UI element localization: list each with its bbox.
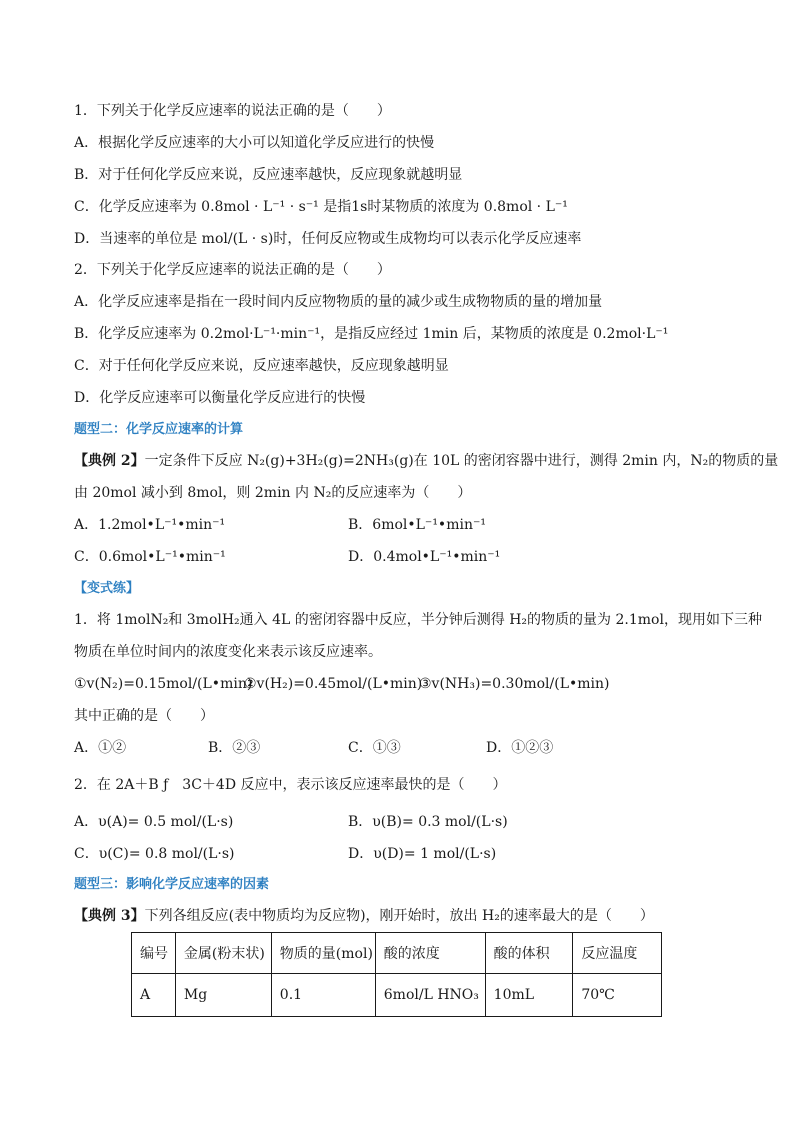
q2-option-b: B．化学反应速率为 0.2mol·L⁻¹·min⁻¹，是指反应经过 1min 后，某物质的浓度是 0.2mol·L⁻¹ xyxy=(74,326,669,342)
variant-heading: 【变式练】 xyxy=(74,581,140,596)
variant1-rate-3: ③v(NH₃)=0.30mol/(L•min) xyxy=(419,676,610,692)
section-heading-type3: 题型三：影响化学反应速率的因素 xyxy=(74,877,270,892)
q1-option-d: D．当速率的单位是 mol/(L · s)时，任何反应物或生成物均可以表示化学反应速率 xyxy=(74,231,582,247)
variant1-line1: 1．将 1molN₂和 3molH₂通入 4L 的密闭容器中反应，半分钟后测得 H₂的物质的量为 2.1mol，现用如下三种 xyxy=(74,612,762,628)
table-cell: A xyxy=(132,974,176,1017)
table-header-row xyxy=(132,933,662,974)
table-cell: 6mol/L HNO₃ xyxy=(375,974,485,1017)
variant1-ask: 其中正确的是（ ） xyxy=(74,708,214,724)
variant1-rate-2: ②v(H₂)=0.45mol/(L•min) xyxy=(244,676,423,692)
variant2-option-d: D．υ(D)= 1 mol/(L·s) xyxy=(348,846,497,862)
q1-option-b: B．对于任何化学反应来说，反应速率越快，反应现象就越明显 xyxy=(74,167,463,183)
table-row xyxy=(132,974,662,1017)
table-cell: 0.1 xyxy=(271,974,375,1017)
example2-line2: 由 20mol 减小到 8mol，则 2min 内 N₂的反应速率为（ ） xyxy=(74,485,472,501)
q1-option-a: A．根据化学反应速率的大小可以知道化学反应进行的快慢 xyxy=(74,135,435,151)
table-header-cell: 反应温度 xyxy=(573,933,662,974)
table-header-cell: 物质的量(mol) xyxy=(271,933,375,974)
table-cell: 10mL xyxy=(485,974,573,1017)
variant2-option-c: C．υ(C)= 0.8 mol/(L·s) xyxy=(74,846,235,862)
example2-option-d: D．0.4mol•L⁻¹•min⁻¹ xyxy=(348,549,501,565)
example2-line1 xyxy=(74,451,779,471)
example2-option-b: B．6mol•L⁻¹•min⁻¹ xyxy=(348,517,486,533)
example3-tag: 【典例 3】 xyxy=(74,908,145,924)
example2-option-a: A．1.2mol•L⁻¹•min⁻¹ xyxy=(74,517,226,533)
q2-option-c: C．对于任何化学反应来说，反应速率越快，反应现象越明显 xyxy=(74,358,449,374)
reaction-conditions-table xyxy=(131,932,662,1017)
variant1-line2: 物质在单位时间内的浓度变化来表示该反应速率。 xyxy=(74,644,382,660)
variant1-option-d: D．①②③ xyxy=(486,740,554,756)
variant1-option-b: B．②③ xyxy=(208,740,261,756)
example3-text: 下列各组反应(表中物质均为反应物)，刚开始时，放出 H₂的速率最大的是（ ） xyxy=(144,908,654,924)
example2-text: 一定条件下反应 N₂(g)+3H₂(g)=2NH₃(g)在 10L 的密闭容器中进行，测得 2min 内，N₂的物质的量 xyxy=(144,453,779,469)
q2-stem: 2．下列关于化学反应速率的说法正确的是（ ） xyxy=(74,262,391,278)
example2-option-c: C．0.6mol•L⁻¹•min⁻¹ xyxy=(74,549,226,565)
variant1-rate-1: ①v(N₂)=0.15mol/(L•min) xyxy=(74,676,253,692)
example3-stem xyxy=(74,906,734,926)
q1-option-c: C．化学反应速率为 0.8mol · L⁻¹ · s⁻¹ 是指1s时某物质的浓度为 0.8mol · L⁻¹ xyxy=(74,199,568,215)
variant2-stem: 2．在 2A＋B ƒ 3C＋4D 反应中，表示该反应速率最快的是（ ） xyxy=(74,777,507,793)
q2-option-a: A．化学反应速率是指在一段时间内反应物物质的量的减少或生成物物质的量的增加量 xyxy=(74,294,603,310)
table-cell: 70℃ xyxy=(573,974,662,1017)
table-header-cell: 金属(粉末状) xyxy=(175,933,271,974)
variant2-option-b: B．υ(B)= 0.3 mol/(L·s) xyxy=(348,814,508,830)
example2-tag: 【典例 2】 xyxy=(74,453,145,469)
table-cell: Mg xyxy=(175,974,271,1017)
table-header-cell: 酸的浓度 xyxy=(375,933,485,974)
section-heading-type2: 题型二：化学反应速率的计算 xyxy=(74,422,244,437)
q2-option-d: D．化学反应速率可以衡量化学反应进行的快慢 xyxy=(74,390,366,406)
variant1-option-a: A．①② xyxy=(74,740,127,756)
variant2-option-a: A．υ(A)= 0.5 mol/(L·s) xyxy=(74,814,234,830)
q1-stem: 1．下列关于化学反应速率的说法正确的是（ ） xyxy=(74,103,391,119)
table-header-cell: 酸的体积 xyxy=(485,933,573,974)
variant1-option-c: C．①③ xyxy=(348,740,401,756)
table-header-cell: 编号 xyxy=(132,933,176,974)
